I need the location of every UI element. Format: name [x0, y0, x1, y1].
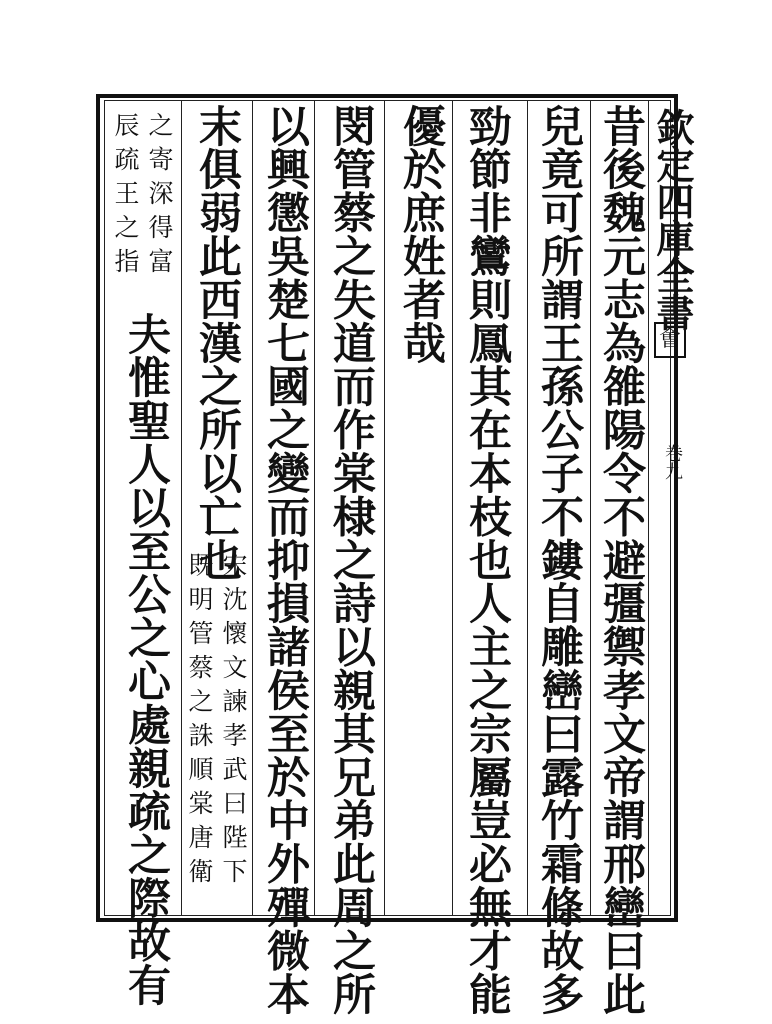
annotation-column-4: 辰疏王之指 [111, 112, 140, 282]
text-column-5: 閔管蔡之失道而作棠棣之詩以親其兄弟此周之所 [326, 104, 376, 1016]
column-rule [181, 100, 182, 916]
text-column-2: 兒竟可所謂王孫公子不鏤自雕巒曰露竹霜條故多 [534, 104, 584, 1016]
fishtail-mark [654, 322, 686, 358]
text-column-3: 勁節非鸞則鳳其在本枝也人主之宗屬豈必無才能 [462, 104, 512, 1016]
annotation-column-1: 宋沈懷文諫孝武曰陛下 [219, 552, 248, 892]
volume-label: 卷九 [662, 444, 683, 480]
annotation-column-2: 既明管蔡之誅順棠唐衛 [185, 552, 214, 892]
text-column-8: 夫惟聖人以至公之心處親疏之際故有 [121, 312, 171, 1007]
text-column-7: 末俱弱此西漢之所以亡也 [192, 104, 242, 582]
fishtail-mark-text: 㑹 [658, 327, 681, 352]
column-rule [384, 100, 385, 916]
annotation-column-3: 之寄深得富 [145, 112, 174, 282]
text-column-6: 以興懲吳楚七國之變而抑損諸侯至於中外殫微本 [260, 104, 310, 1016]
text-column-1: 昔後魏元志為雒陽令不避彊禦孝文帝謂邢巒曰此 [596, 104, 646, 1016]
column-rule [648, 100, 649, 916]
column-rule [314, 100, 315, 916]
column-rule [452, 100, 453, 916]
book-title: 欽定四庫全書 [650, 108, 695, 330]
column-rule [590, 100, 591, 916]
column-rule [527, 100, 528, 916]
text-column-4: 優於庶姓者哉 [396, 104, 446, 365]
column-rule [252, 100, 253, 916]
